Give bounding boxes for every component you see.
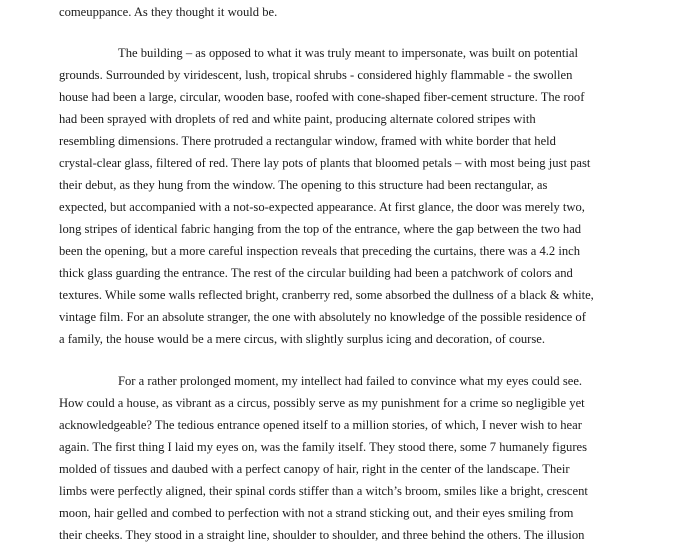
text-line: crystal-clear glass, filtered of red. There lay pots of plants that bloomed petals – with most being just past: [59, 156, 591, 170]
text-line: For a rather prolonged moment, my intellect had failed to convince what my eyes could see.: [118, 374, 583, 388]
text-line: comeuppance. As they thought it would be.: [59, 5, 278, 19]
text-line: thick glass guarding the entrance. The rest of the circular building had been a patchwork of colors and: [59, 266, 573, 280]
text-line: How could a house, as vibrant as a circus, possibly serve as my punishment for a crime so negligible yet: [59, 396, 585, 410]
text-line: a family, the house would be a mere circus, with slightly surplus icing and decoration, of course.: [59, 332, 546, 346]
text-line: grounds. Surrounded by viridescent, lush, tropical shrubs - considered highly flammable - the swollen: [59, 68, 573, 82]
text-line: their debut, as they hung from the window. The opening to this structure had been rectangular, as: [59, 178, 548, 192]
text-line: their cheeks. They stood in a straight line, shoulder to shoulder, and three behind the others. The illusion: [59, 528, 585, 542]
text-line: vintage film. For an absolute stranger, the one with absolutely no knowledge of the possible residence of: [59, 310, 586, 324]
text-line: limbs were perfectly aligned, their spinal cords stiffer than a witch’s broom, smiles like a bright, crescent: [59, 484, 588, 498]
text-line: house had been a large, circular, wooden base, roofed with cone-shaped fiber-cement structure. The roof: [59, 90, 585, 104]
text-line: moon, hair gelled and combed to perfection with not a strand sticking out, and their eyes smiling from: [59, 506, 574, 520]
text-line: been the opening, but a more careful inspection reveals that preceding the curtains, there was a 4.2 inch: [59, 244, 581, 258]
text-line: acknowledgeable? The tedious entrance opened itself to a million stories, of which, I never wish to hear: [59, 418, 582, 432]
text-line: long stripes of identical fabric hanging from the top of the entrance, where the gap between the two had: [59, 222, 582, 236]
text-line: had been sprayed with droplets of red and white paint, producing alternate colored stripes with: [59, 112, 536, 126]
text-line: molded of tissues and daubed with a perfect canopy of hair, right in the center of the landscape. Their: [59, 462, 570, 476]
text-line: expected, but accompanied with a not-so-expected appearance. At first glance, the door was merely two,: [59, 200, 585, 214]
text-line: resembling dimensions. There protruded a rectangular window, framed with white border that held: [59, 134, 556, 148]
text-line: again. The first thing I laid my eyes on, was the family itself. They stood there, some 7 humanely figures: [59, 440, 588, 454]
text-line: textures. While some walls reflected bright, cranberry red, some absorbed the dullness of a black & white,: [59, 288, 594, 302]
text-line: The building – as opposed to what it was truly meant to impersonate, was built on potential: [118, 46, 578, 60]
